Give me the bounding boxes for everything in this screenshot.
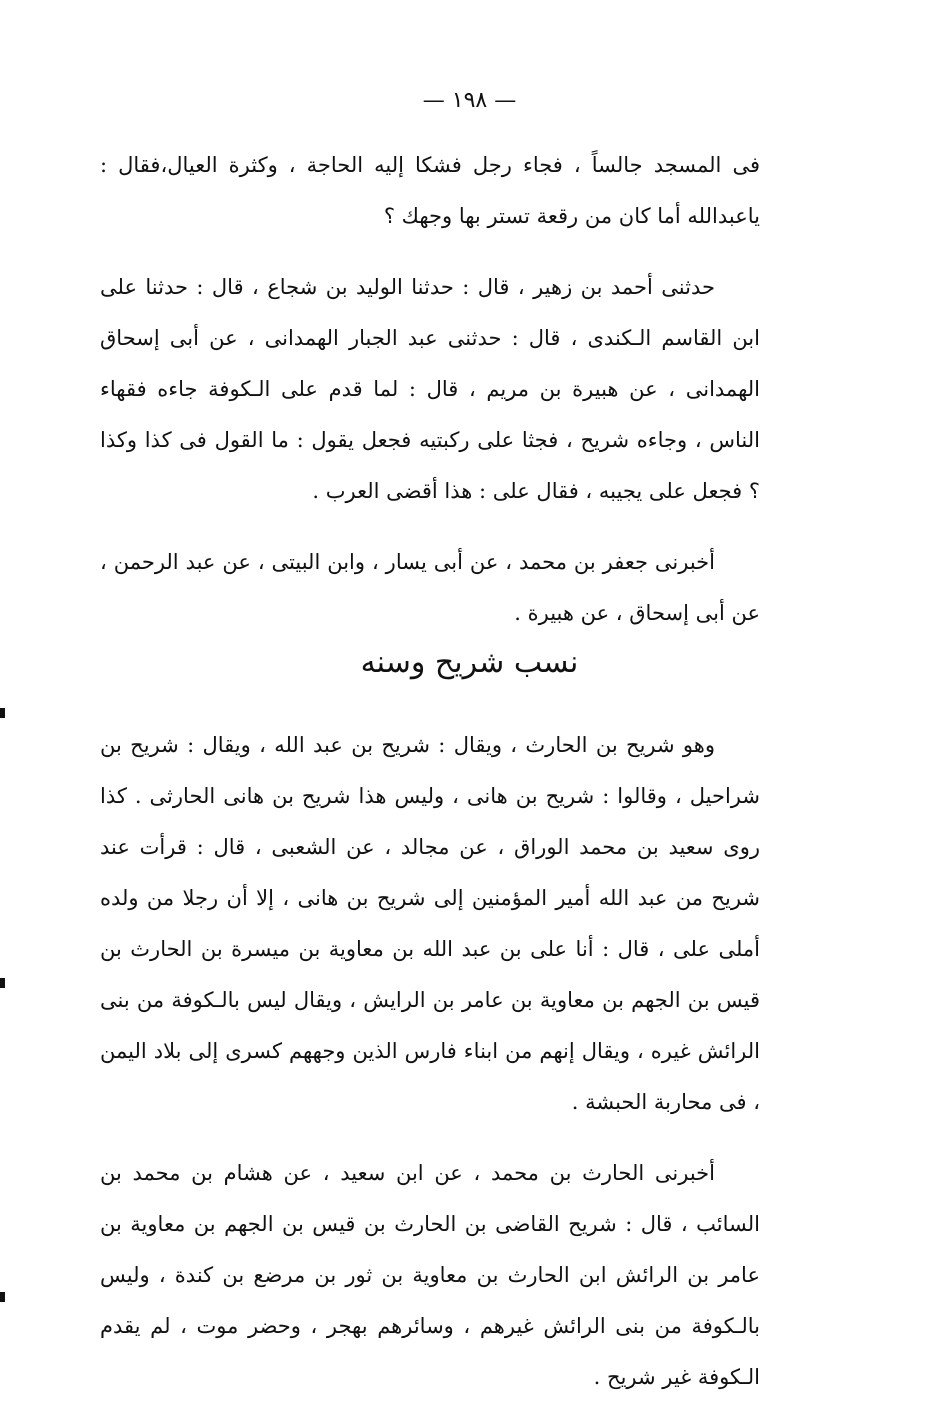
paragraph: حدثنى أحمد بن زهير ، قال : حدثنا الوليد بن شجاع ، قال : حدثنا على ابن القاسم الـكندى ، قال : حدثنى عبد الجبار الهمدانى ، عن أبى إسحاق الهمدانى ، عن هبيرة بن مريم ، قال : لما قدم على الـكوفة جاءه فقهاء الناس ، وجاءه شريح ، فجثا على ركبتيه فجعل يقول : ما القول فى كذا وكذا ؟ فجعل على يجيبه ، فقال على : هذا أقضى العرب .	[100, 275, 760, 503]
paragraph: أخبرنى الحارث بن محمد ، عن ابن سعيد ، عن هشام بن محمد بن السائب ، قال : شريح القاضى بن الحارث بن قيس بن الجهم بن معاوية بن عامر بن الرائش ابن الحارث بن معاوية بن ثور بن مرضع بن كندة ، وليس بالـكوفة من بنى الرائش غيرهم ، وسائرهم بهجر ، وحضر موت ، لم يقدم الـكوفة غير شريح .	[100, 1161, 760, 1389]
scan-edge-mark	[0, 978, 5, 988]
scan-edge-mark	[0, 1292, 5, 1302]
paragraph: أخبرنى جعفر بن محمد ، عن أبى يسار ، وابن البيتى ، عن عبد الرحمن ، عن أبى إسحاق ، عن هبيرة .	[100, 550, 760, 625]
section-heading: نسب شريح وسنه	[360, 645, 579, 680]
paragraph: فى المسجد جالساً ، فجاء رجل فشكا إليه الحاجة ، وكثرة العيال،فقال : ياعبدالله أما كان من رقعة تستر بها وجهك ؟	[100, 153, 760, 228]
text-block-bottom	[100, 720, 760, 1423]
page-number: — ١٩٨ —	[422, 88, 517, 113]
text-block-top	[100, 140, 760, 659]
scan-edge-mark	[0, 708, 5, 718]
paragraph: وهو شريح بن الحارث ، ويقال : شريح بن عبد الله ، ويقال : شريح بن شراحيل ، وقالوا : شريح بن هانى ، وليس هذا شريح بن هانى الحارثى . كذا روى سعيد بن محمد الوراق ، عن مجالد ، عن الشعبى ، قال : قرأت عند شريح من عبد الله أمير المؤمنين إلى شريح بن هانى ، إلا أن رجلا من ولده أملى على ، قال : أنا على بن عبد الله بن معاوية بن ميسرة بن الحارث بن قيس بن الجهم بن معاوية بن عامر بن الرايش ، ويقال ليس بالـكوفة من بنى الرائش غيره ، ويقال إنهم من ابناء فارس الذين وجههم كسرى إلى بلاد اليمن ، فى محاربة الحبشة .	[100, 733, 760, 1114]
